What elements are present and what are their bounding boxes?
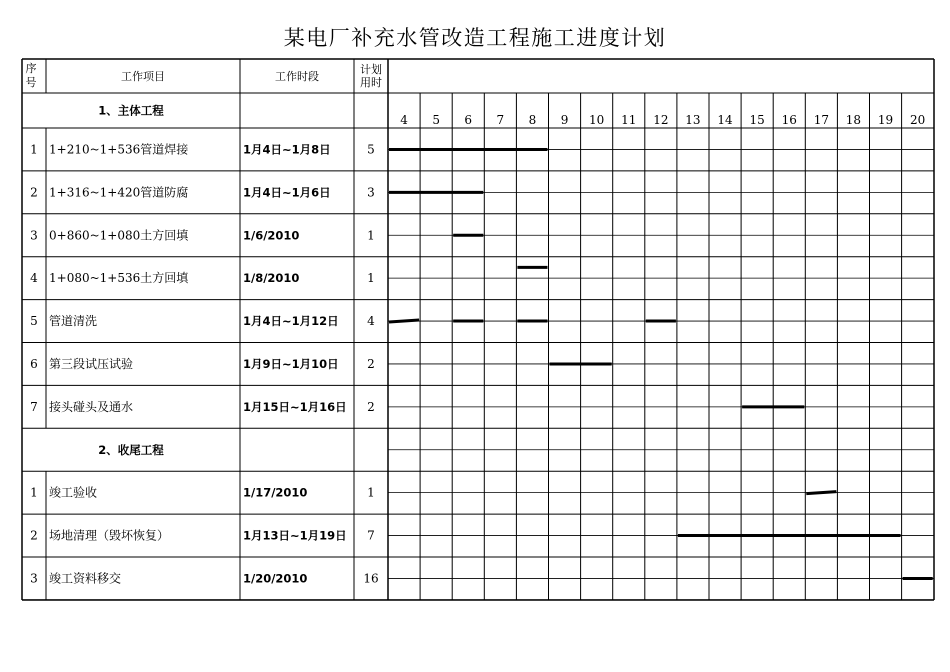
task-days: 4 [367,314,375,329]
header-period: 工作时段 [275,70,319,83]
task-seq: 6 [30,356,38,371]
header-days: 用时 [360,76,382,89]
day-label: 14 [717,113,733,127]
task-days: 5 [367,142,375,157]
task-days: 3 [367,185,375,200]
task-name: 1+080~1+536土方回填 [49,271,189,286]
task-days: 16 [363,571,379,586]
task-seq: 3 [30,571,38,586]
day-label: 8 [528,113,537,127]
day-label: 15 [749,113,765,127]
task-name: 竣工验收 [49,485,98,500]
task-period: 1月4日~1月8日 [243,142,331,157]
section-label: 1、主体工程 [98,103,164,118]
day-label: 11 [621,113,637,127]
day-label: 16 [781,113,797,127]
gantt-bar [389,320,419,322]
task-period: 1/20/2010 [243,571,308,586]
task-period: 1/6/2010 [243,228,300,243]
task-seq: 3 [30,228,38,243]
task-seq: 5 [30,314,38,329]
gantt-bar [806,492,836,494]
task-days: 7 [367,528,375,543]
task-period: 1月4日~1月6日 [243,185,331,200]
header-seq: 号 [25,76,37,89]
task-period: 1月4日~1月12日 [243,314,339,329]
task-name: 0+860~1+080土方回填 [49,228,189,243]
task-seq: 2 [30,185,38,200]
header-days: 计划 [360,63,382,76]
task-days: 1 [367,228,375,243]
task-name: 管道清洗 [49,314,98,329]
task-period: 1/8/2010 [243,271,300,286]
day-label: 6 [464,113,473,127]
task-days: 2 [367,356,375,371]
day-label: 4 [400,113,408,127]
task-days: 1 [367,271,375,286]
day-label: 17 [813,113,829,127]
task-period: 1月13日~1月19日 [243,528,347,543]
task-days: 2 [367,399,375,414]
day-label: 10 [589,113,605,127]
task-name: 场地清理（毁坏恢复） [49,528,170,543]
day-label: 5 [432,113,440,127]
day-label: 19 [877,113,894,127]
task-period: 1/17/2010 [243,485,308,500]
section-label: 2、收尾工程 [98,442,164,457]
day-label: 12 [653,113,669,127]
task-period: 1月9日~1月10日 [243,356,339,371]
day-label: 9 [560,113,569,127]
day-label: 18 [845,113,862,127]
day-label: 20 [910,113,926,127]
task-seq: 7 [30,399,38,414]
task-seq: 1 [30,142,38,157]
task-name: 第三段试压试验 [49,356,134,371]
task-seq: 4 [30,271,38,286]
day-label: 13 [685,113,701,127]
day-label: 7 [496,113,505,127]
task-days: 1 [367,485,375,500]
header-seq: 序 [25,62,37,75]
task-name: 1+316~1+420管道防腐 [49,185,189,200]
task-seq: 2 [30,528,38,543]
page-title: 某电厂补充水管改造工程施工进度计划 [283,26,667,50]
task-name: 竣工资料移交 [49,571,122,586]
task-name: 接头碰头及通水 [49,399,134,414]
task-period: 1月15日~1月16日 [243,399,347,414]
task-seq: 1 [30,485,38,500]
task-name: 1+210~1+536管道焊接 [49,142,189,157]
header-item: 工作项目 [121,70,165,83]
